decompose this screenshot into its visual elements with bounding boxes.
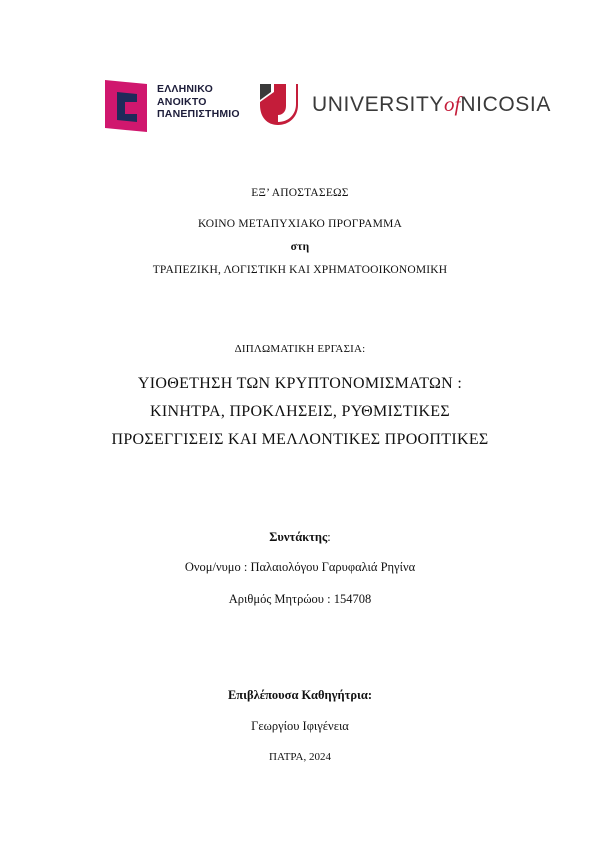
author-name: Ονομ/νυμο : Παλαιολόγου Γαρυφαλιά Ρηγίνα bbox=[184, 560, 416, 574]
place-date: ΠΑΤΡΑ, 2024 bbox=[269, 751, 331, 763]
eap-logo-text: ΕΛΛΗΝΙΚΟ ΑΝΟΙΚΤΟ ΠΑΝΕΠΙΣΤΗΜΙΟ bbox=[157, 83, 240, 120]
thesis-title-line: ΠΡΟΣΕΓΓΙΣΕΙΣ ΚΑΙ ΜΕΛΛΟΝΤΙΚΕΣ ΠΡΟΟΠΤΙΚΕΣ bbox=[111, 431, 489, 448]
supervisor-label: Επιβλέπουσα Καθηγήτρια: bbox=[227, 688, 373, 702]
author-id: Αριθμός Μητρώου : 154708 bbox=[228, 592, 372, 606]
supervisor-name: Γεωργίου Ιφιγένεια bbox=[251, 719, 349, 733]
eap-logo-mark bbox=[105, 80, 155, 132]
thesis-label: ΔΙΠΛΩΜΑΤΙΚΗ ΕΡΓΑΣΙΑ: bbox=[234, 343, 366, 355]
header-line-field: ΤΡΑΠΕΖΙΚΗ, ΛΟΓΙΣΤΙΚΗ ΚΑΙ ΧΡΗΜΑΤΟΟΙΚΟΝΟΜΙΚΗ bbox=[152, 264, 448, 276]
header-line-program: ΚΟΙΝΟ ΜΕΤΑΠΥΧΙΑΚΟ ΠΡΟΓΡΑΜΜΑ bbox=[198, 218, 402, 230]
eap-logo bbox=[105, 80, 245, 132]
author-label: Συντάκτης: bbox=[269, 530, 331, 544]
header-line-distance: ΕΞ’ ΑΠΟΣΤΑΣΕΩΣ bbox=[251, 187, 349, 199]
thesis-title bbox=[0, 370, 600, 454]
unic-logo-mark bbox=[258, 82, 300, 126]
thesis-title-line: ΥΙΟΘΕΤΗΣΗ ΤΩΝ ΚΡΥΠΤΟΝΟΜΙΣΜΑΤΩΝ : bbox=[137, 375, 463, 392]
unic-logo bbox=[258, 82, 551, 130]
header-line-in: στη bbox=[290, 241, 310, 253]
unic-logo-text: UNIVERSITYofNICOSIA bbox=[312, 92, 551, 116]
thesis-title-line: ΚΙΝΗΤΡΑ, ΠΡΟΚΛΗΣΕΙΣ, ΡΥΘΜΙΣΤΙΚΕΣ bbox=[149, 403, 450, 420]
